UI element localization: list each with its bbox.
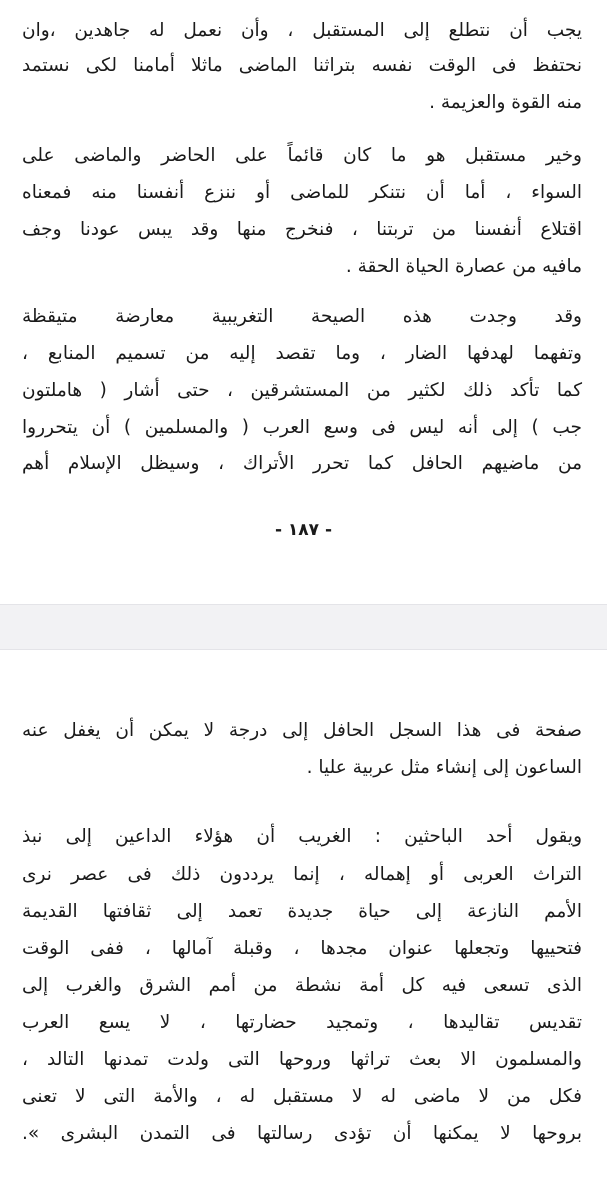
text-line: وخير مستقبل هو ما كان قائماً على الحاضر والماضى على [22,145,582,166]
text-line: السواء ، أما أن نتنكر للماضى أو ننزع أنفسنا منه فمعناه [22,182,582,203]
text-line: منه القوة والعزيمة . [429,92,582,113]
text-line: نحتفظ فى الوقت نفسه بتراثنا الماضى ماثلا أمامنا لكى نستمد [22,55,582,76]
text-line: فكل من لا ماضى له لا مستقبل له ، والأمة التى لا تعنى [22,1086,582,1107]
text-line: تقديس تقاليدها ، وتمجيد حضارتها ، لا يسع العرب [22,1012,582,1033]
text-line: جب ) إلى أنه ليس فى وسع العرب ( والمسلمين ) أن يتحرروا [22,417,582,438]
page-188-text [22,650,582,1200]
page-separator [0,604,607,650]
text-line: الساعون إلى إنشاء مثل عربية عليا . [306,757,582,778]
text-line: التراث العربى أو إهماله ، إنما يرددون ذلك فى عصر نرى [22,864,582,885]
text-line: وتفهما لهدفها الضار ، وما تقصد إليه من تسميم المنابع ، [22,343,582,364]
text-line: اقتلاع أنفسنا من تربتنا ، فنخرج منها وقد يبس عودنا وجف [22,219,582,240]
text-line: مافيه من عصارة الحياة الحقة . [345,256,582,277]
page-number: - ١٨٧ - [274,520,333,540]
text-line: يجب أن نتطلع إلى المستقبل ، وأن نعمل له جاهدين ،وان [22,20,582,41]
text-line: ويقول أحد الباحثين : الغريب أن هؤلاء الداعين إلى نبذ [22,826,582,847]
page-187-text [22,0,582,510]
text-line: من ماضيهم الحافل كما تحرر الأتراك ، وسيظل الإسلام أهم [22,453,582,474]
text-line: وقد وجدت هذه الصيحة التغريبية معارضة متيقظة [22,306,582,327]
book-page-188 [0,650,607,1200]
text-line: فتحييها وتجعلها عنوان مجدها ، وقبلة آمالها ، ففى الوقت [22,938,582,959]
text-line: والمسلمون الا بعث تراثها وروحها التى ولدت تمدنها التالد ، [22,1049,582,1070]
text-line: الأمم النازعة إلى حياة جديدة تعمد إلى ثقافتها القديمة [22,901,582,922]
text-line: صفحة فى هذا السجل الحافل إلى درجة لا يمكن أن يغفل عنه [22,720,582,741]
text-line: الذى تسعى فيه كل أمة نشطة من أمم الشرق والغرب إلى [22,975,582,996]
text-line: كما تأكد ذلك لكثير من المستشرقين ، حتى أشار ( هاملتون [22,380,582,401]
text-line: بروحها لا يمكنها أن تؤدى رسالتها فى التمدن البشرى ». [22,1123,582,1144]
